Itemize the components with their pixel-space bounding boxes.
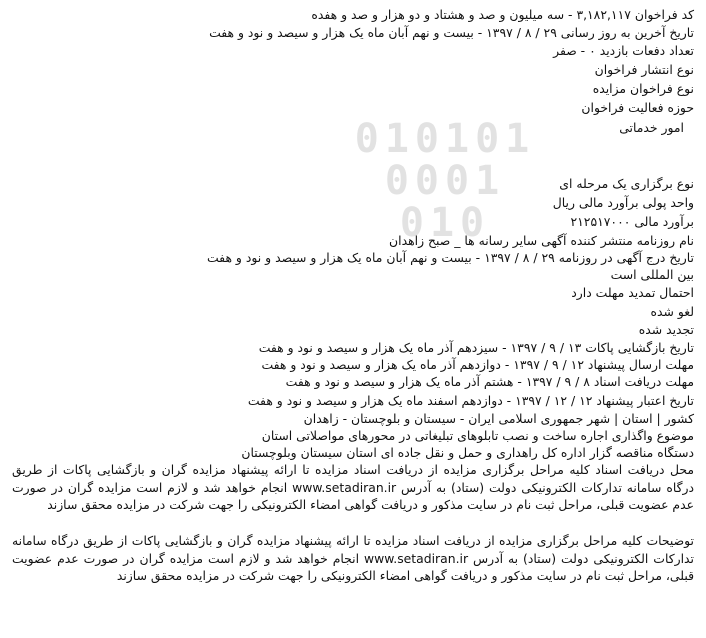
publish-type: نوع انتشار فراخوان [594,62,694,77]
activity-field-value: امور خدماتی [619,120,684,135]
financial-estimate: برآورد مالی ۲۱۲۵۱۷۰۰۰ [570,214,694,229]
organization: دستگاه مناقصه گزار اداره کل راهداری و حمل و نقل جاده ای استان سیستان وبلوچستان [241,445,694,460]
activity-field-label: حوزه فعالیت فراخوان [581,100,694,115]
international-flag: بین المللی است [610,267,694,282]
receive-deadline: مهلت دریافت اسناد ۸ / ۹ / ۱۳۹۷ - هشتم آذر ماه یک هزار و سیصد و نود و هفت [285,374,694,389]
holding-type: نوع برگزاری یک مرحله ای [559,176,694,191]
tender-code: کد فراخوان ۳,۱۸۲,۱۱۷ - سه میلیون و صد و هشتاد و دو هزار و صد و هفده [311,7,694,22]
last-update-date: تاریخ آخرین به روز رسانی ۲۹ / ۸ / ۱۳۹۷ - بیست و نهم آبان ماه یک هزار و سیصد و نود و هفت [209,25,694,40]
watermark-row: 010101 [354,116,536,162]
cancelled-flag: لغو شده [650,304,694,319]
ad-publish-date: تاریخ درج آگهی در روزنامه ۲۹ / ۸ / ۱۳۹۷ - بیست و نهم آبان ماه یک هزار و سیصد و نود و هفت [207,250,694,265]
documents-place-paragraph: محل دریافت اسناد کلیه مراحل برگزاری مزایده از دریافت اسناد مزایده تا ارائه پیشنهاد مزایده گران و بازگشایی پاکات از طریق درگاه سامانه تدارکات الکترونیکی دولت (ستاد) به آدرس www.setadiran.ir انجام خواهد شد و لازم است مزایده گران در صورت عدم عضویت قبلی، مراحل ثبت نام در سایت مذکور و دریافت گواهی امضاء الکترونیکی را جهت شرکت در مزایده محقق سازند [12,462,694,513]
opening-date: تاریخ بازگشایی پاکات ۱۳ / ۹ / ۱۳۹۷ - سیزدهم آذر ماه یک هزار و سیصد و نود و هفت [258,340,694,355]
watermark-row: 010 [399,200,491,246]
visit-count: تعداد دفعات بازدید ۰ - صفر [553,43,694,58]
call-type: نوع فراخوان مزایده [592,81,694,96]
notes-paragraph: توضیحات کلیه مراحل برگزاری مزایده از دریافت اسناد مزایده تا ارائه پیشنهاد مزایده گران و بازگشایی پاکات از طریق درگاه سامانه تدارکات الکترونیکی دولت (ستاد) به آدرس www.setadiran.ir انجام خواهد شد و لازم است مزایده گران در صورت عدم عضویت قبلی، مراحل ثبت نام در سایت مذکور و دریافت گواهی امضاء الکترونیکی را جهت شرکت در مزایده محقق سازند [12,533,694,584]
newspaper-name: نام روزنامه منتشر کننده آگهی سایر رسانه ها _ صبح زاهدان [389,233,694,248]
subject: موضوع واگذاری اجاره ساخت و نصب تابلوهای تبلیغاتی در محورهای مواصلاتی استان [261,428,694,443]
renewed-flag: تجدید شده [638,322,694,337]
watermark-row: 0001 [384,158,506,204]
currency-unit: واحد پولی برآورد مالی ریال [552,195,694,210]
extension-flag: احتمال تمدید مهلت دارد [571,285,694,300]
location: کشور | استان | شهر جمهوری اسلامی ایران - سیستان و بلوچستان - زاهدان [303,411,694,426]
send-deadline: مهلت ارسال پیشنهاد ۱۲ / ۹ / ۱۳۹۷ - دوازدهم آذر ماه یک هزار و سیصد و نود و هفت [261,357,694,372]
validity-date: تاریخ اعتبار پیشنهاد ۱۲ / ۱۲ / ۱۳۹۷ - دوازدهم اسفند ماه یک هزار و سیصد و نود و هفت [247,393,694,408]
